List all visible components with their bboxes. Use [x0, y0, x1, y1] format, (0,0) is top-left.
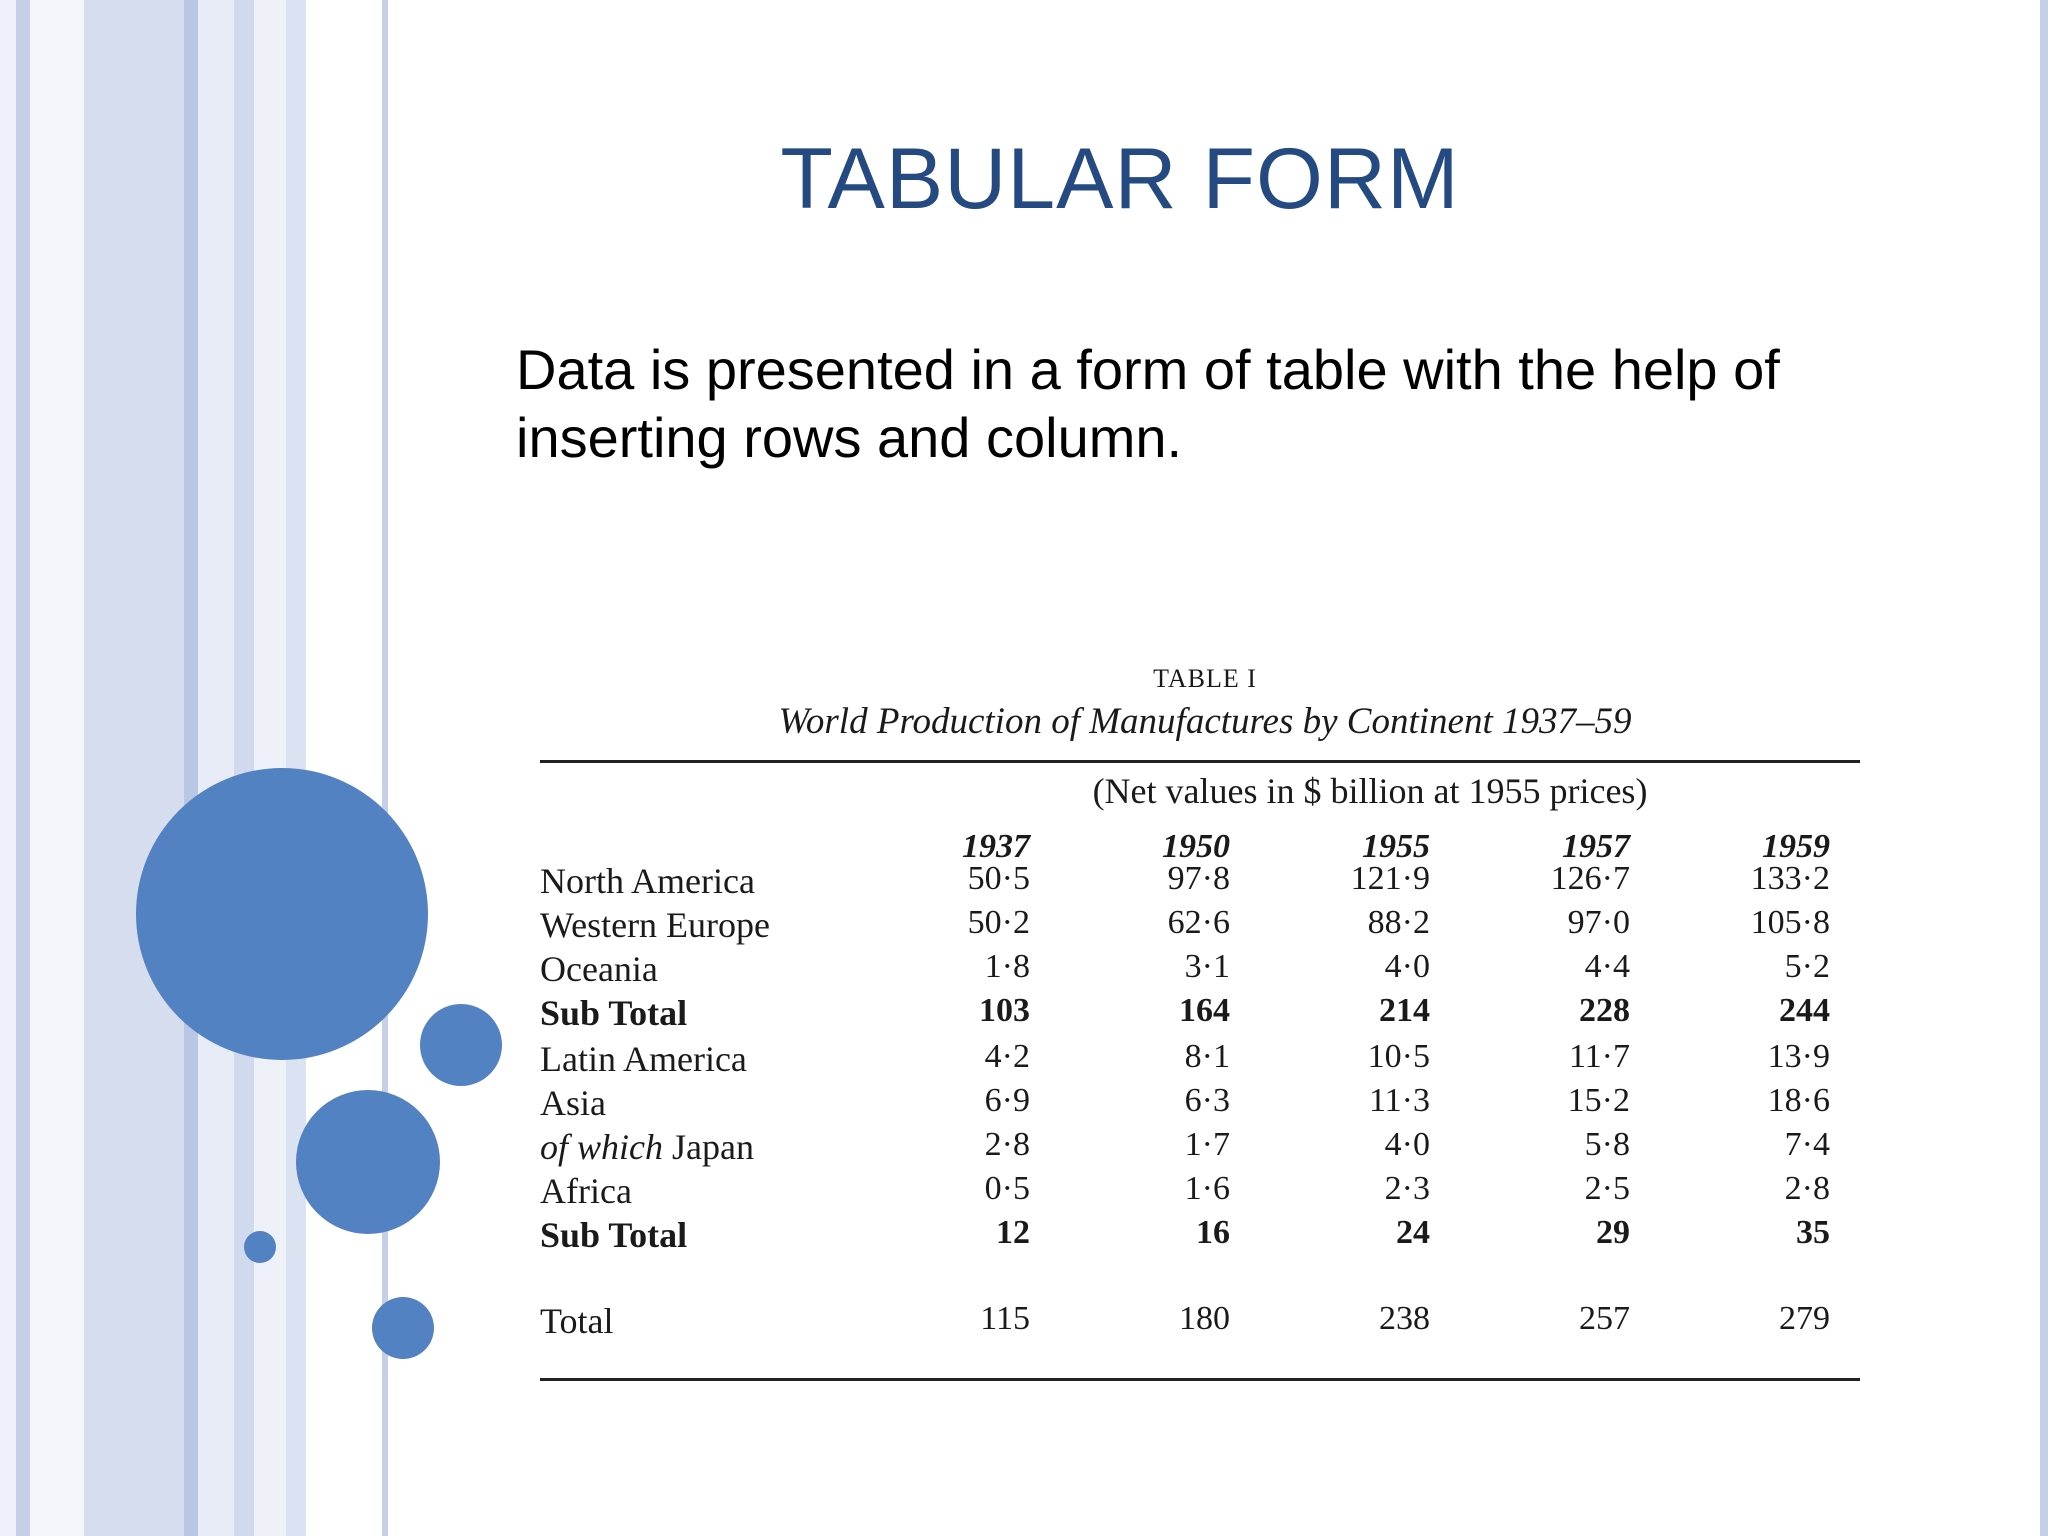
table-row: [540, 1170, 1870, 1214]
table-cell: 2·8: [1784, 1170, 1830, 1207]
table-cell: 16: [1196, 1214, 1230, 1251]
table-row: [540, 1214, 1870, 1258]
table-row: [540, 860, 1870, 904]
table-cell: 4·2: [984, 1038, 1030, 1075]
table-cell: 8·1: [1184, 1038, 1230, 1075]
table-cell: 121·9: [1350, 860, 1430, 897]
table-label: TABLE I: [1153, 664, 1257, 693]
year-header: 1959: [1762, 828, 1830, 865]
row-label: Asia: [540, 1083, 606, 1123]
row-label: Latin America: [540, 1039, 747, 1079]
table-cell: 50·2: [967, 904, 1030, 941]
table-cell: 24: [1396, 1214, 1430, 1251]
table-cell: 103: [979, 992, 1030, 1029]
table-cell: 238: [1379, 1300, 1430, 1337]
row-label: Total: [540, 1301, 614, 1341]
table-cell: 133·2: [1750, 860, 1830, 897]
table-cell: 62·6: [1167, 904, 1230, 941]
table-cell: 279: [1779, 1300, 1830, 1337]
table-cell: 97·0: [1567, 904, 1630, 941]
row-label: [540, 1126, 754, 1168]
table-row: [540, 904, 1870, 948]
table-cell: 18·6: [1767, 1082, 1830, 1119]
table-cell: 11·3: [1368, 1082, 1430, 1119]
table-cell: 88·2: [1367, 904, 1430, 941]
table-cell: 10·5: [1367, 1038, 1430, 1075]
row-label: Western Europe: [540, 905, 771, 945]
table-row: [540, 1300, 1870, 1344]
table-cell: 35: [1796, 1214, 1830, 1251]
year-header: 1950: [1162, 828, 1230, 865]
table-row: [540, 1126, 1870, 1170]
year-header: 1955: [1362, 828, 1430, 865]
table-cell: 2·8: [984, 1126, 1030, 1163]
table-cell: 2·3: [1384, 1170, 1430, 1207]
table-cell: 4·4: [1584, 948, 1630, 985]
row-label-text: Japan: [672, 1127, 754, 1167]
table-cell: 180: [1179, 1300, 1230, 1337]
row-label-prefix: of which: [540, 1127, 663, 1167]
row-label: North America: [540, 861, 755, 901]
slide-title: TABULAR FORM: [780, 131, 1460, 227]
table-cell: 97·8: [1167, 860, 1230, 897]
table-cell: 214: [1379, 992, 1430, 1029]
table-cell: 29: [1596, 1214, 1630, 1251]
table-cell: 13·9: [1767, 1038, 1830, 1075]
table-caption: World Production of Manufactures by Continent 1937–59: [778, 701, 1632, 742]
table-cell: 115: [980, 1300, 1030, 1337]
table-top-rule: [540, 760, 1860, 763]
table-cell: 2·5: [1584, 1170, 1630, 1207]
table-cell: 3·1: [1184, 948, 1230, 985]
table-cell: 164: [1179, 992, 1230, 1029]
decorative-circle: [136, 768, 428, 1060]
table-cell: 257: [1579, 1300, 1630, 1337]
row-label: Oceania: [540, 949, 658, 989]
table-cell: 1·8: [984, 948, 1030, 985]
table-cell: 0·5: [984, 1170, 1030, 1207]
decorative-circle: [420, 1004, 502, 1086]
table-cell: 244: [1779, 992, 1830, 1029]
table-cell: 1·7: [1184, 1126, 1230, 1163]
row-label: Sub Total: [540, 993, 688, 1033]
table-cell: 11·7: [1568, 1038, 1630, 1075]
table-cell: 7·4: [1784, 1126, 1830, 1163]
table-cell: 12: [996, 1214, 1030, 1251]
table-cell: 5·2: [1784, 948, 1830, 985]
table-bottom-rule: [540, 1378, 1860, 1381]
table-cell: 15·2: [1567, 1082, 1630, 1119]
decorative-circle: [244, 1231, 276, 1263]
table-cell: 1·6: [1184, 1170, 1230, 1207]
decorative-circle: [372, 1297, 434, 1359]
table-cell: 5·8: [1584, 1126, 1630, 1163]
table-cell: 6·9: [984, 1082, 1030, 1119]
table-cell: 105·8: [1750, 904, 1830, 941]
table-row: [540, 1038, 1870, 1082]
row-label: Sub Total: [540, 1215, 688, 1255]
slide-body-text: Data is presented in a form of table with the help of inserting rows and column.: [516, 338, 1780, 469]
decorative-circle: [296, 1090, 440, 1234]
table-cell: 126·7: [1550, 860, 1630, 897]
table-row: [540, 992, 1870, 1036]
table-cell: 4·0: [1384, 1126, 1430, 1163]
table-cell: 228: [1579, 992, 1630, 1029]
year-header: 1957: [1562, 828, 1630, 865]
table-cell: 6·3: [1184, 1082, 1230, 1119]
table-cell: 4·0: [1384, 948, 1430, 985]
row-label: Africa: [540, 1171, 632, 1211]
table-units-note: (Net values in $ billion at 1955 prices): [1092, 771, 1648, 811]
table-row: [540, 948, 1870, 992]
table-cell: 50·5: [967, 860, 1030, 897]
year-header: 1937: [962, 828, 1030, 865]
table-row: [540, 1082, 1870, 1126]
